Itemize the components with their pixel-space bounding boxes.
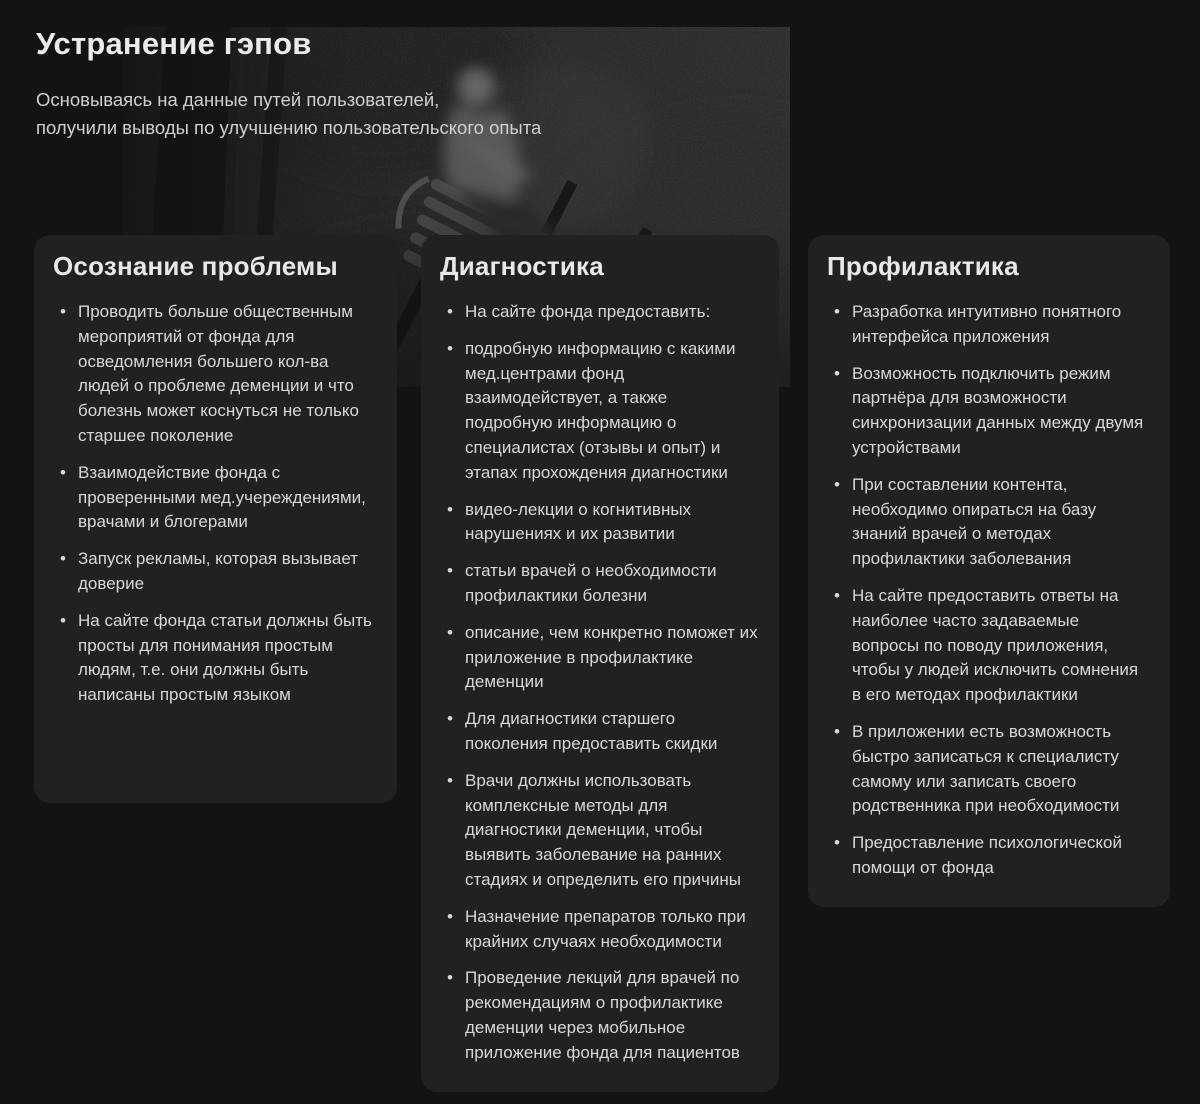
bullet-list: [827, 300, 1150, 881]
list-item: • Для диагностики старшего поколения предоставить скидки: [440, 707, 759, 757]
card-problem-awareness: [34, 235, 397, 803]
page-subtitle-line-2: получили выводы по улучшению пользовательского опыта: [36, 117, 542, 138]
list-item: • На сайте предоставить ответы на наиболее часто задаваемые вопросы по поводу приложения, чтобы у людей исключить сомнения в его методах профилактики: [827, 584, 1150, 708]
page-subtitle: [36, 86, 541, 142]
list-item: • Проведение лекций для врачей по рекомендациям о профилактике деменции через мобильное приложение фонда для пациентов: [440, 966, 759, 1065]
card-title: Профилактика: [827, 251, 1019, 281]
list-item: • В приложении есть возможность быстро записаться к специалисту самому или записать своего родственника при необходимости: [827, 720, 1150, 819]
list-item: • На сайте фонда статьи должны быть просты для понимания простым людям, т.е. они должны быть написаны простым языком: [53, 609, 377, 708]
page-title: Устранение гэпов: [36, 26, 312, 61]
list-item: • При составлении контента, необходимо опираться на базу знаний врачей о методах профилактики заболевания: [827, 473, 1150, 572]
header: [36, 26, 541, 142]
list-item: • описание, чем конкретно поможет их приложение в профилактике деменции: [440, 621, 759, 695]
list-item: • Запуск рекламы, которая вызывает доверие: [53, 547, 377, 597]
bullet-list: [53, 300, 377, 708]
list-item: • подробную информацию с какими мед.центрами фонд взаимодействует, а также подробную информацию о специалистах (отзывы и опыт) и этапах прохождения диагностики: [440, 337, 759, 486]
bullet-list: [440, 300, 759, 1066]
list-item: • видео-лекции о когнитивных нарушениях и их развитии: [440, 498, 759, 548]
list-item: • Взаимодействие фонда с проверенными мед.учереждениями, врачами и блогерами: [53, 461, 377, 535]
card-title: Диагностика: [440, 251, 604, 281]
cards-row: [34, 235, 1170, 1092]
list-item: • Предоставление психологической помощи от фонда: [827, 831, 1150, 881]
list-item: • статьи врачей о необходимости профилактики болезни: [440, 559, 759, 609]
card-title: Осознание проблемы: [53, 251, 338, 281]
list-item: • Проводить больше общественным мероприятий от фонда для осведомления большего кол-ва людей о проблеме деменции и что болезнь может коснуться не только старшее поколение: [53, 300, 377, 449]
list-item: • Назначение препаратов только при крайних случаях необходимости: [440, 905, 759, 955]
page-subtitle-line-1: Основываясь на данные путей пользователей,: [36, 89, 440, 110]
card-diagnostics: [421, 235, 779, 1092]
list-item: • На сайте фонда предоставить:: [440, 300, 759, 325]
list-item: • Врачи должны использовать комплексные методы для диагностики деменции, чтобы выявить заболевание на ранних стадиях и определить его причины: [440, 769, 759, 893]
card-prevention: [808, 235, 1170, 907]
list-item: • Возможность подключить режим партнёра для возможности синхронизации данных между двумя устройствами: [827, 362, 1150, 461]
list-item: • Разработка интуитивно понятного интерфейса приложения: [827, 300, 1150, 350]
